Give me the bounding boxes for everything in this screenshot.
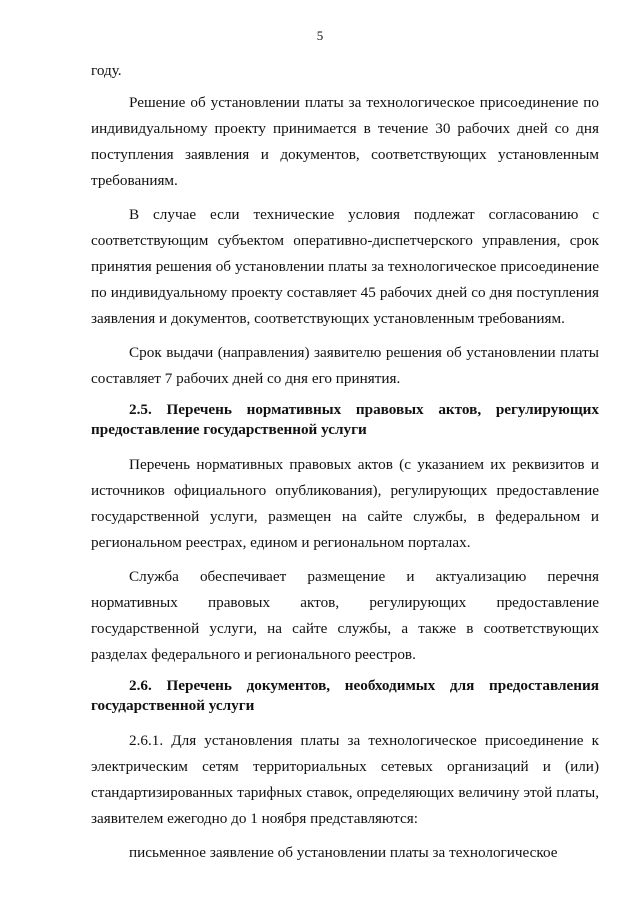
paragraph-issue-term: Срок выдачи (направления) заявителю решения об установлении платы составляет 7 рабочих дней со дня его принятия. <box>91 344 599 387</box>
section-heading-2-6: 2.6. Перечень документов, необходимых для предоставления государственной услуги <box>91 677 599 714</box>
paragraph-legal-acts-update: Служба обеспечивает размещение и актуализацию перечня нормативных правовых актов, регулирующих предоставление государственной услуги, на сайте службы, а также в соответствующих разделах федерального и регионального реестров. <box>91 568 599 663</box>
section-heading-2-5: 2.5. Перечень нормативных правовых актов, регулирующих предоставление государственной услуги <box>91 401 599 438</box>
paragraph-coordination-term: В случае если технические условия подлежат согласованию с соответствующим субъектом оперативно-диспетчерского управления, срок принятия решения об установлении платы за технологическое присоединение по индивидуальному проекту составляет 45 рабочих дней со дня поступления заявления и документов, соответствующих установленным требованиям. <box>91 206 599 327</box>
paragraph-decision-term: Решение об установлении платы за технологическое присоединение по индивидуальному проекту принимается в течение 30 рабочих дней со дня поступления заявления и документов, соответствующих установленным требованиям. <box>91 94 599 189</box>
document-body <box>91 58 599 874</box>
paragraph-continuation: году. <box>91 62 122 79</box>
paragraph-legal-acts-list: Перечень нормативных правовых актов (с указанием их реквизитов и источников официального опубликования), регулирующих предоставление государственной услуги, размещен на сайте службы, в федеральном и региональном реестрах, едином и региональном порталах. <box>91 456 599 551</box>
page-number: 5 <box>316 28 324 43</box>
paragraph-application: письменное заявление об установлении платы за технологическое <box>129 844 558 861</box>
paragraph-2-6-1: 2.6.1. Для установления платы за технологическое присоединение к электрическим сетям территориальных сетевых организаций и (или) стандартизированных тарифных ставок, определяющих величину этой платы, заявителем ежегодно до 1 ноября представляются: <box>91 732 599 827</box>
